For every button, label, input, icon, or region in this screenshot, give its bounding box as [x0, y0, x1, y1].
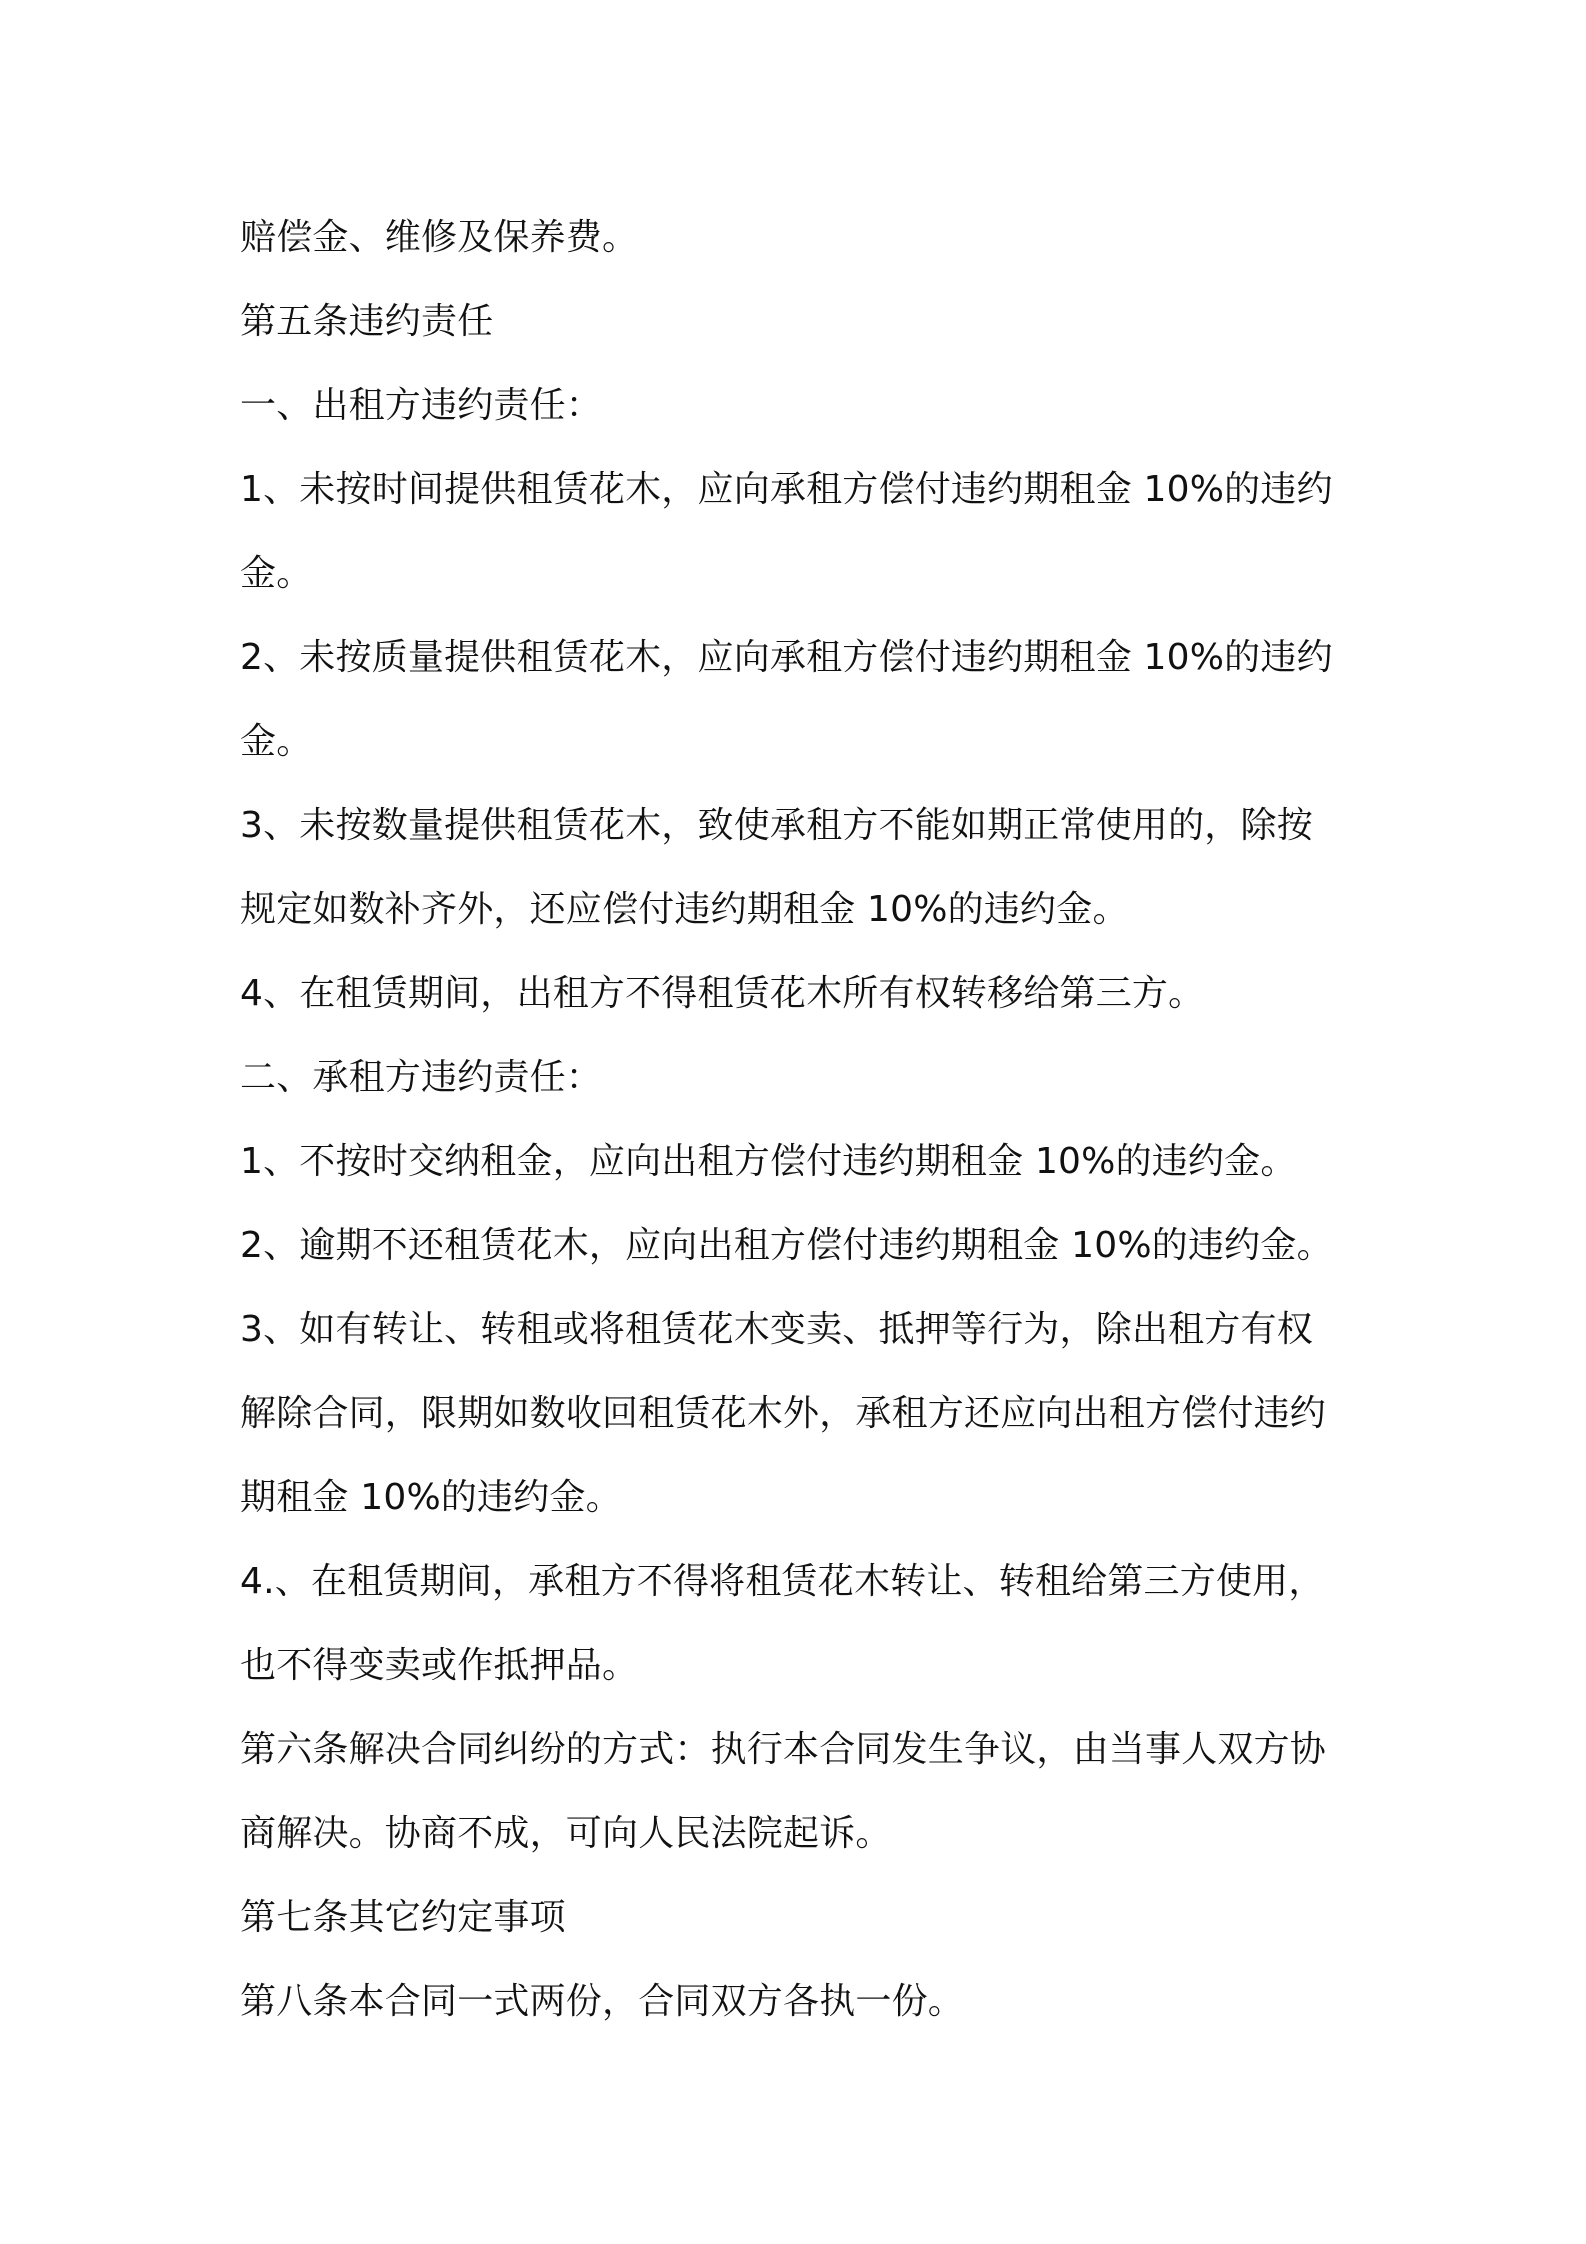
text-line: 1、不按时交纳租金，应向出租方偿付违约期租金 10%的违约金。 [240, 1141, 1297, 1182]
text-line: 3、如有转让、转租或将租赁花木变卖、抵押等行为，除出租方有权 [240, 1309, 1313, 1350]
text-line: 3、未按数量提供租赁花木，致使承租方不能如期正常使用的，除按 [240, 805, 1313, 846]
text-line: 1、未按时间提供租赁花木，应向承租方偿付违约期租金 10%的违约 [240, 469, 1333, 510]
text-line: 规定如数补齐外，还应偿付违约期租金 10%的违约金。 [240, 889, 1129, 930]
text-line: 4、在租赁期间，出租方不得租赁花木所有权转移给第三方。 [240, 973, 1205, 1014]
section-heading-article-8: 第八条本合同一式两份，合同双方各执一份。 [240, 1981, 965, 2022]
text-line: 金。 [240, 721, 313, 762]
document-body [240, 196, 1360, 2044]
text-line: 商解决。协商不成，可向人民法院起诉。 [240, 1813, 892, 1854]
subheading-lessor-liability: 一、出租方违约责任： [240, 385, 603, 426]
text-line: 赔偿金、维修及保养费。 [240, 217, 639, 258]
section-heading-article-7: 第七条其它约定事项 [240, 1897, 566, 1938]
section-heading-article-6: 第六条解决合同纠纷的方式：执行本合同发生争议，由当事人双方协 [240, 1729, 1327, 1770]
text-line: 2、未按质量提供租赁花木，应向承租方偿付违约期租金 10%的违约 [240, 637, 1333, 678]
text-line: 解除合同，限期如数收回租赁花木外，承租方还应向出租方偿付违约 [240, 1393, 1327, 1434]
text-line: 期租金 10%的违约金。 [240, 1477, 622, 1518]
text-line: 金。 [240, 553, 313, 594]
text-line: 也不得变卖或作抵押品。 [240, 1645, 639, 1686]
text-line: 2、逾期不还租赁花木，应向出租方偿付违约期租金 10%的违约金。 [240, 1225, 1333, 1266]
section-heading-article-5: 第五条违约责任 [240, 301, 494, 342]
text-line: 4.、在租赁期间，承租方不得将租赁花木转让、转租给第三方使用， [240, 1561, 1325, 1602]
subheading-lessee-liability: 二、承租方违约责任： [240, 1057, 603, 1098]
